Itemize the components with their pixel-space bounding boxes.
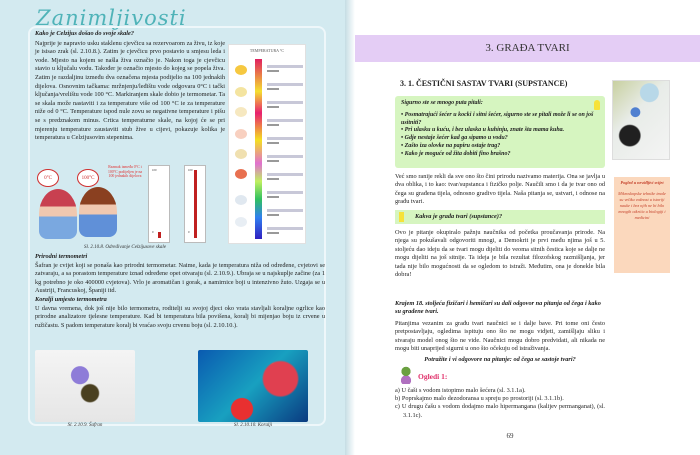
celsius-question: Kako je Celzijus došao do svoje skale? (35, 30, 135, 37)
scale-label-line (267, 65, 303, 68)
scale-label-line (267, 101, 303, 104)
scale-label-line (267, 227, 303, 230)
section-heading: Prirodni termometri (35, 253, 88, 260)
scale-label-line (267, 191, 303, 194)
experiment-item: c) U drugu čašu s vodom dodajmo malo hipermangana (kalijev permanganat), (sl. 3.1.1c). (395, 403, 605, 419)
pot-icon (235, 169, 247, 179)
temperature-scale-title: TEMPERATURA °C (249, 48, 285, 53)
scale-label-line (267, 88, 279, 90)
temperature-scale-figure (228, 44, 306, 244)
question-banner-text: Kakva je građa tvari (supstance)? (415, 213, 503, 220)
left-page-title: Zanimljivosti (36, 6, 187, 30)
bulb-icon (235, 87, 247, 97)
highlighted-statement: Krajem 18. stoljeća fizičari i hemičari su dali odgovor na pitanja od čega i kako su građene tvari. (395, 300, 601, 316)
tube-top-label: 100 (152, 168, 157, 172)
intro-question-item: • Posmatrajući šećer u kocki i sitni šećer, sigurno ste se pitali može li se on još usitniti? (401, 112, 599, 128)
intro-question-item: • Zašto iza olovke na papiru ostaje trag? (401, 143, 599, 151)
intro-heading: Sigurno ste se mnogo puta pitali: (401, 100, 483, 106)
scale-label-line (267, 83, 303, 86)
question-banner (395, 210, 605, 224)
celsius-paragraph: Najprije je napravio usku staklenu cjevčicu sa rezervoarom za živu, iz koje je isisao zrak (sl. 2.10.8.). Zatim je cjevčicu prvo postavio u smjesu leda i vode. Mjesto na kojem se našla živa označio je. Nakon toga je cjevčicu stavio u ključalu vodu. Također je označio mjesto do kojeg se popela živa. Zatim je razdaljinu između dva označena mjesta podijelio na 100 jednakih dijelova. Osnovnim tačkama: mržnjenju/leđištu vode odgovara 0°C i tački ključanja/vrelištu vode 100 °C. Markiranjem skale dobio je termometar. Ta se skala može nastaviti i za temperature više od 100 °C ie za temperature niže od 0 °C. Temperature ispod nule zovu se negativne temperature i pišu se s predznakom minus. Crtica temperaturne skale, na kojoj će se pri mjerenju temperature zaustaviti stub žive u cijevi, pokazuje kolika je temperatura u Celzijusovim stepenima. (35, 39, 225, 142)
scale-label-line (267, 196, 279, 198)
scale-label-line (267, 70, 279, 72)
scientist-icon (398, 366, 414, 384)
scale-label-line (267, 137, 303, 140)
body-paragraph: Pitanjima vezanim za građu tvari naučnici se i dalje bave. Pri tome oni često pretpostavljaju, ogledima ispituju ono što ne mogu vidjeti, zamišljaju sliku i stvaraju model onog što ne vide. Naučnici mogu dobro predvidati, ali nikada ne mogu biti unaprijed sigurni u ono što očekuju od istraživanja. (395, 320, 605, 353)
section-title: 3. 1. ČESTIČNI SASTAV TVARI (SUPSTANCE) (400, 79, 568, 88)
scale-division-note: Razmak između 0°C i 100°C podijeljen je na 100 jednakih dijelova (107, 165, 143, 179)
lamp-icon (235, 107, 247, 117)
scale-label-line (267, 119, 303, 122)
body-paragraph: Već smo ranije rekli da sve ono što čini prirodu nazivamo materija. Ona se javlja u dva oblika, i to kao: tvar/supstanca i fizičko polje. Naučili smo i da je tvar ono od čega su građena tijela, odnosno gradivo tijela. Naša pitanja se, ustvari, i odnose na građu tvari. (395, 173, 605, 206)
mercury-column (194, 170, 197, 238)
child-figure-cold (39, 189, 77, 239)
scale-label-line (267, 155, 303, 158)
prompt-question: Potražite i vi odgovore na pitanje: od čega se sastoje tvari? (424, 356, 576, 363)
chapter-title: 3. GRAĐA TVARI (485, 42, 570, 54)
scale-label-line (267, 209, 303, 212)
intro-questions-box (395, 96, 605, 168)
section-heading: Koralji umjesto termometra (35, 295, 107, 303)
temperature-color-bar (255, 59, 262, 239)
question-marker-icon (399, 212, 404, 222)
snowflake-icon (235, 195, 247, 205)
figure-caption: Sl. 2.10.8. Određivanje Celzijusove skale (83, 245, 167, 250)
scale-label-line (267, 106, 279, 108)
crocus-photo (35, 350, 135, 422)
flower-icon (235, 129, 247, 139)
side-note-box (614, 177, 670, 273)
experiment-item: b) Poprskajmo malo dezodoransa u spreju po prostoriji (sl. 3.1.1b). (395, 395, 564, 403)
side-note-text: Mikroskopske tehnike imale su veliku važnost u istoriji nauke i bez njih ne bi bilo mnogih otkrića u biologiji i medicini (618, 191, 666, 220)
intro-question-item: • Gdje nestaje šećer kad ga sipamo u vodu? (401, 135, 599, 143)
child-figure-hot (79, 187, 117, 237)
candle-icon (235, 149, 247, 159)
tube-bottom-label: 0 (152, 230, 154, 234)
mercury-column (158, 232, 161, 238)
speech-bubble-hot: 100°C (77, 169, 99, 187)
section-paragraph: U davna vremena, dok još nije bilo termometra, roditelji su svojoj djeci oko vrata stavljali koraljne ogrlice kao prirodne analizatore tjelesne temperature. Kad bi temperatura bila povišena, koralj bi mijenjao boju iz crvene u ružičastu. S padom temperature koralj bi vraćao svoju crvenu boju (sl. 2.10.10.). (35, 304, 325, 329)
left-page (0, 0, 345, 455)
thermometer-tube-cold (148, 165, 170, 243)
side-note-title: Pogled u nevidljivi svijet (620, 180, 664, 185)
thermometer-tube-hot (184, 165, 206, 243)
celsius-section (35, 30, 225, 143)
coral-reef-photo (198, 350, 308, 422)
tube-top-label: 100 (188, 168, 193, 172)
natural-thermometers-section (35, 253, 325, 330)
body-paragraph: Ovo je pitanje okupiralo pažnju naučnika od početka proučavanja prirode. Na njega su pokušavali odgovoriti mnogi, a Demokrit je prvi među njima još u 5. stoljeću dao ideju da se tvari mogu dijeliti do veoma sitnih čestica koje se dalje ne mogu dijeliti na još sitnije. Ta ideja je bila rezultat filozofskog razmišljanja, jer tada nije bilo mogućnosti da se ogledom to istraži. Međutim, ona je donekle bila dobra! (395, 229, 605, 279)
scale-label-line (267, 160, 279, 162)
scale-label-line (267, 178, 279, 180)
tube-bottom-label: 0 (188, 230, 190, 234)
figure-caption: Sl. 2.10.9. Šafran (67, 423, 103, 428)
intro-question-item: • Kako je moguće od žita dobiti fino brašno? (401, 151, 599, 159)
scale-label-line (267, 142, 279, 144)
flask-icon (235, 217, 247, 227)
experiment-item: a) U čaši s vodom istopimo malo šećera (sl. 3.1.1a). (395, 387, 526, 394)
book-spine (345, 0, 355, 455)
intro-question-list (401, 112, 599, 159)
scale-label-line (267, 124, 279, 126)
microscope-lab-photo (612, 80, 670, 160)
lightbulb-icon (594, 100, 600, 110)
section-paragraph: Šafran je cvijet koji se ponaša kao prirodni termometar. Naime, kada je temperatura niža od određene, cvjetovi se zatvaraju, a sa porastom temperature iznad određene opet otvaraju (sl. 2.10.9.). Ubraja se u najskuplje začine (za 1 kg potrebno je oko 400000 cvjetova). Vrlo je aromatičan i gorak, a namirnice boji u intenzivno žuto. Uzgaja se u Austriji, Francuskoj, Španiji itd. (35, 261, 325, 295)
celsius-scale-illustration (35, 165, 210, 245)
scale-label-line (267, 232, 279, 234)
scale-label-line (267, 214, 279, 216)
speech-bubble-cold: 0°C (37, 169, 59, 187)
experiment-list (395, 387, 605, 420)
intro-question-item: • Pri ulasku u kuću, i bez ulaska u kuhinju, znate šta mama kuha. (401, 127, 599, 135)
page-number: 69 (506, 432, 514, 440)
sun-icon (235, 65, 247, 75)
scale-label-line (267, 173, 303, 176)
experiment-header (398, 366, 608, 386)
figure-caption: Sl. 2.10.10. Koralji (233, 423, 273, 428)
experiment-title: Ogledi 1: (418, 372, 448, 381)
